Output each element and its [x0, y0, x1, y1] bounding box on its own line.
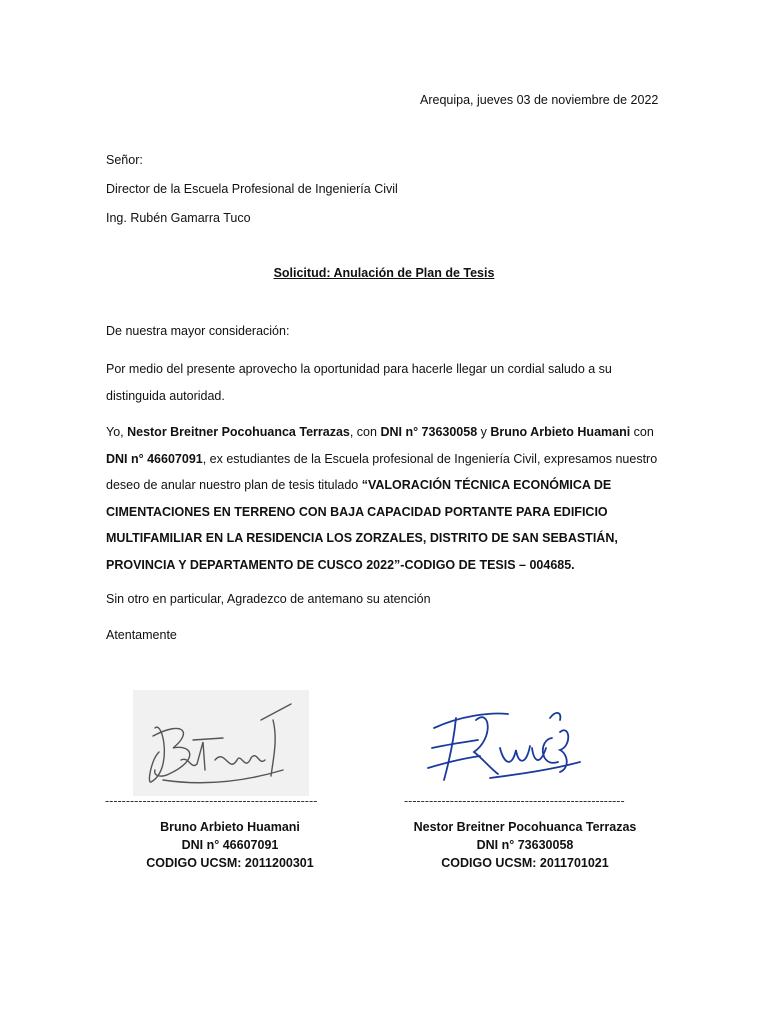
p1-dni1: DNI n° 73630058 [380, 425, 478, 439]
letter-greeting: De nuestra mayor consideración: [106, 324, 290, 338]
p1-thesis-title: “VALORACIÓN TÉCNICA ECONÓMICA DE CIMENTACIONES EN TERRENO CON BAJA CAPACIDAD PORTANTE PARA EDIFICIO MULTIFAMILIAR EN LA RESIDENCIA LOS ZORZALES, DISTRITO DE SAN SEBASTIÁN, PROVINCIA Y DEPARTAMENTO DE CUSCO 2022”-CODIGO DE TESIS – 004685. [106, 478, 618, 572]
recipient-name: Ing. Rubén Gamarra Tuco [106, 211, 251, 225]
p1-text-con: , con [349, 425, 381, 439]
signatory-name: Bruno Arbieto Huamani [160, 820, 300, 834]
signatory-code: CODIGO UCSM: 2011200301 [146, 856, 314, 870]
letter-date: Arequipa, jueves 03 de noviembre de 2022 [420, 93, 659, 107]
signature-image-bruno [133, 690, 309, 796]
p1-text-y: y [477, 425, 491, 439]
p1-name2: Bruno Arbieto Huamani [490, 425, 631, 439]
p1-text-con2: con [630, 425, 654, 439]
signatory-dni: DNI n° 73630058 [476, 838, 574, 852]
letter-subject: Solicitud: Anulación de Plan de Tesis [273, 266, 495, 280]
signatory-dni: DNI n° 46607091 [181, 838, 279, 852]
p1-dni2: DNI n° 46607091 [106, 451, 203, 466]
p1-name1: Nestor Breitner Pocohuanca Terrazas [127, 425, 350, 439]
letter-main-paragraph [106, 419, 666, 578]
signature-line-left: --------------------------------------------------- [105, 794, 318, 808]
signatory-code: CODIGO UCSM: 2011701021 [441, 856, 609, 870]
p1-text-yo: Yo, [106, 425, 128, 439]
recipient-salutation: Señor: [106, 153, 143, 167]
signatory-block-nestor [400, 818, 650, 872]
signatory-block-bruno [130, 818, 330, 872]
letter-intro: Por medio del presente aprovecho la oportunidad para hacerle llegar un cordial saludo a su distinguida autoridad. [106, 362, 612, 403]
letter-closing: Sin otro en particular, Agradezco de antemano su atención [106, 592, 431, 606]
signature-line-right: ----------------------------------------------------- [404, 794, 625, 808]
letter-sign-off: Atentamente [106, 628, 177, 642]
recipient-position: Director de la Escuela Profesional de Ingeniería Civil [106, 182, 398, 196]
p1-text-mid: , ex estudiantes de la Escuela profesional de Ingeniería Civil, expresamos nuestro deseo de anular nuestro plan de tesis titulado [106, 451, 658, 492]
signature-image-nestor [420, 688, 592, 794]
signatory-name: Nestor Breitner Pocohuanca Terrazas [413, 820, 637, 834]
